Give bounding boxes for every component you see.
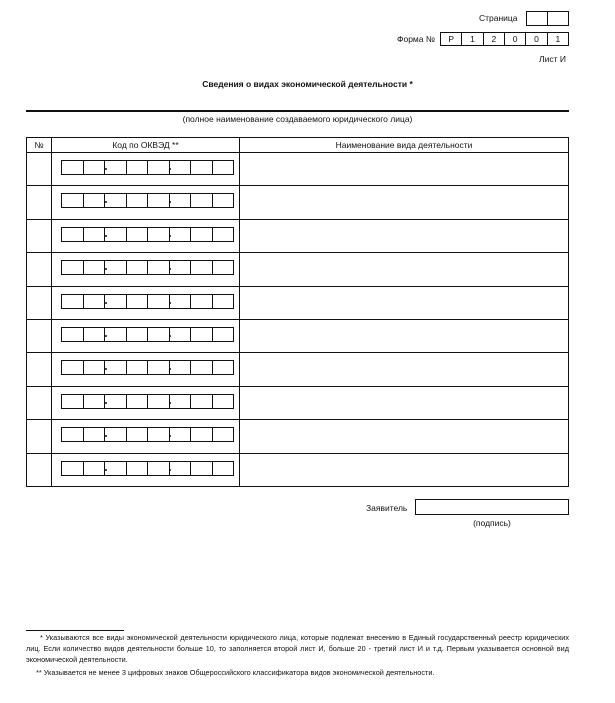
header-divider xyxy=(27,152,568,153)
okved-digit-cell[interactable] xyxy=(148,261,170,274)
okved-digit-cell[interactable] xyxy=(148,328,170,341)
okved-digit-cell[interactable] xyxy=(84,228,106,241)
okved-digit-cell[interactable] xyxy=(105,462,127,475)
okved-digit-cell[interactable] xyxy=(127,428,149,441)
okved-digit-cell[interactable] xyxy=(127,361,149,374)
signature-field[interactable] xyxy=(415,499,569,515)
okved-digit-cell[interactable] xyxy=(62,194,84,207)
okved-digit-cell[interactable] xyxy=(148,194,170,207)
row-divider xyxy=(27,352,568,353)
okved-digit-cell[interactable] xyxy=(105,161,127,174)
okved-digit-cell[interactable] xyxy=(127,295,149,308)
okved-digit-cell[interactable] xyxy=(127,328,149,341)
okved-digit-cell[interactable] xyxy=(84,328,106,341)
okved-digit-cell[interactable] xyxy=(213,295,234,308)
form-number-cell: Р xyxy=(441,33,462,45)
page-number-field[interactable] xyxy=(526,11,569,26)
sheet-label: Лист И xyxy=(539,54,566,64)
okved-digit-cell[interactable] xyxy=(213,228,234,241)
okved-digit-cell[interactable] xyxy=(62,161,84,174)
okved-digit-cell[interactable] xyxy=(148,462,170,475)
column-divider xyxy=(239,138,240,486)
okved-digit-cell[interactable] xyxy=(84,161,106,174)
okved-code-field[interactable] xyxy=(61,394,234,409)
okved-code-field[interactable] xyxy=(61,193,234,208)
okved-digit-cell[interactable] xyxy=(170,228,192,241)
okved-digit-cell[interactable] xyxy=(170,428,192,441)
okved-digit-cell[interactable] xyxy=(84,462,106,475)
okved-digit-cell[interactable] xyxy=(127,261,149,274)
okved-digit-cell[interactable] xyxy=(105,261,127,274)
okved-digit-cell[interactable] xyxy=(127,228,149,241)
okved-digit-cell[interactable] xyxy=(170,194,192,207)
okved-digit-cell[interactable] xyxy=(213,395,234,408)
activity-table xyxy=(26,137,569,487)
okved-digit-cell[interactable] xyxy=(105,328,127,341)
okved-digit-cell[interactable] xyxy=(213,161,234,174)
okved-digit-cell[interactable] xyxy=(127,395,149,408)
form-number-cell: 1 xyxy=(555,34,561,44)
okved-digit-cell[interactable] xyxy=(213,361,234,374)
okved-digit-cell[interactable] xyxy=(127,194,149,207)
okved-digit-cell[interactable] xyxy=(170,462,192,475)
okved-code-field[interactable] xyxy=(61,327,234,342)
page-number-cell[interactable] xyxy=(527,12,548,25)
okved-digit-cell[interactable] xyxy=(62,328,84,341)
fullname-caption: (полное наименование создаваемого юридического лица) xyxy=(182,114,413,124)
okved-digit-cell[interactable] xyxy=(191,161,213,174)
applicant-label: Заявитель xyxy=(366,503,408,513)
okved-digit-cell[interactable] xyxy=(191,228,213,241)
okved-digit-cell[interactable] xyxy=(191,261,213,274)
fullname-line[interactable] xyxy=(26,110,569,112)
page-number-cell[interactable] xyxy=(548,12,568,25)
okved-digit-cell[interactable] xyxy=(62,462,84,475)
okved-code-field[interactable] xyxy=(61,360,234,375)
okved-code-field[interactable] xyxy=(61,160,234,175)
form-number-cell: 2 xyxy=(484,33,505,45)
okved-digit-cell[interactable] xyxy=(170,395,192,408)
okved-digit-cell[interactable] xyxy=(148,228,170,241)
okved-digit-cell[interactable] xyxy=(191,328,213,341)
okved-digit-cell[interactable] xyxy=(62,261,84,274)
okved-digit-cell[interactable] xyxy=(191,361,213,374)
okved-code-field[interactable] xyxy=(61,227,234,242)
row-divider xyxy=(27,453,568,454)
okved-code-field[interactable] xyxy=(61,294,234,309)
row-divider xyxy=(27,319,568,320)
row-divider xyxy=(27,286,568,287)
okved-digit-cell[interactable] xyxy=(213,261,234,274)
form-title: Сведения о видах экономической деятельности * xyxy=(202,79,413,89)
form-number-cell: 0 xyxy=(505,33,526,45)
okved-digit-cell[interactable] xyxy=(62,361,84,374)
footnote-1: * Указываются все виды экономической деятельности юридического лица, которые подлежат внесению в Единый государственный реестр юридических лиц. Если количество видов деятельности больше 10, то заполняется второй лист И, больше 20 - третий лист И и т.д. Первым указывается основной вид экономической деятельности. xyxy=(26,633,569,664)
okved-digit-cell[interactable] xyxy=(84,295,106,308)
form-number-cell: 0 xyxy=(526,33,547,45)
okved-digit-cell[interactable] xyxy=(213,428,234,441)
okved-code-field[interactable] xyxy=(61,427,234,442)
okved-digit-cell[interactable] xyxy=(62,295,84,308)
okved-digit-cell[interactable] xyxy=(127,161,149,174)
okved-digit-cell[interactable] xyxy=(62,428,84,441)
okved-digit-cell[interactable] xyxy=(62,228,84,241)
okved-digit-cell[interactable] xyxy=(191,428,213,441)
form-label: Форма № xyxy=(397,34,435,44)
okved-digit-cell[interactable] xyxy=(105,228,127,241)
okved-digit-cell[interactable] xyxy=(148,161,170,174)
column-divider xyxy=(51,138,52,486)
okved-digit-cell[interactable] xyxy=(148,361,170,374)
col-header-name: Наименование вида деятельности xyxy=(335,140,473,150)
row-divider xyxy=(27,219,568,220)
okved-digit-cell[interactable] xyxy=(105,194,127,207)
footnote-separator xyxy=(26,630,124,631)
okved-digit-cell[interactable] xyxy=(170,161,192,174)
row-divider xyxy=(27,185,568,186)
okved-digit-cell[interactable] xyxy=(170,261,192,274)
okved-digit-cell[interactable] xyxy=(170,361,192,374)
okved-digit-cell[interactable] xyxy=(148,295,170,308)
signature-caption: (подпись) xyxy=(473,518,511,528)
okved-code-field[interactable] xyxy=(61,260,234,275)
okved-digit-cell[interactable] xyxy=(148,428,170,441)
okved-digit-cell[interactable] xyxy=(105,295,127,308)
okved-digit-cell[interactable] xyxy=(191,194,213,207)
okved-digit-cell[interactable] xyxy=(148,395,170,408)
okved-digit-cell[interactable] xyxy=(170,295,192,308)
okved-digit-cell[interactable] xyxy=(191,295,213,308)
okved-digit-cell[interactable] xyxy=(84,261,106,274)
okved-digit-cell[interactable] xyxy=(84,194,106,207)
okved-digit-cell[interactable] xyxy=(191,462,213,475)
okved-digit-cell[interactable] xyxy=(127,462,149,475)
okved-digit-cell[interactable] xyxy=(213,328,234,341)
row-divider xyxy=(27,252,568,253)
footnote-2: ** Указывается не менее 3 цифровых знаков Общероссийского классификатора видов экономической деятельности. xyxy=(36,668,435,677)
okved-digit-cell[interactable] xyxy=(105,361,127,374)
okved-digit-cell[interactable] xyxy=(213,462,234,475)
okved-digit-cell[interactable] xyxy=(105,395,127,408)
okved-digit-cell[interactable] xyxy=(84,428,106,441)
okved-code-field[interactable] xyxy=(61,461,234,476)
form-number-cell: 1 xyxy=(462,33,483,45)
okved-digit-cell[interactable] xyxy=(62,395,84,408)
okved-digit-cell[interactable] xyxy=(191,395,213,408)
okved-digit-cell[interactable] xyxy=(105,428,127,441)
page-label: Страница xyxy=(479,13,518,23)
col-header-code: Код по ОКВЭД ** xyxy=(112,140,179,150)
row-divider xyxy=(27,419,568,420)
form-number-field xyxy=(440,32,569,46)
okved-digit-cell[interactable] xyxy=(84,395,106,408)
col-header-num: № xyxy=(34,140,44,150)
okved-digit-cell[interactable] xyxy=(84,361,106,374)
okved-digit-cell[interactable] xyxy=(170,328,192,341)
row-divider xyxy=(27,386,568,387)
okved-digit-cell[interactable] xyxy=(213,194,234,207)
